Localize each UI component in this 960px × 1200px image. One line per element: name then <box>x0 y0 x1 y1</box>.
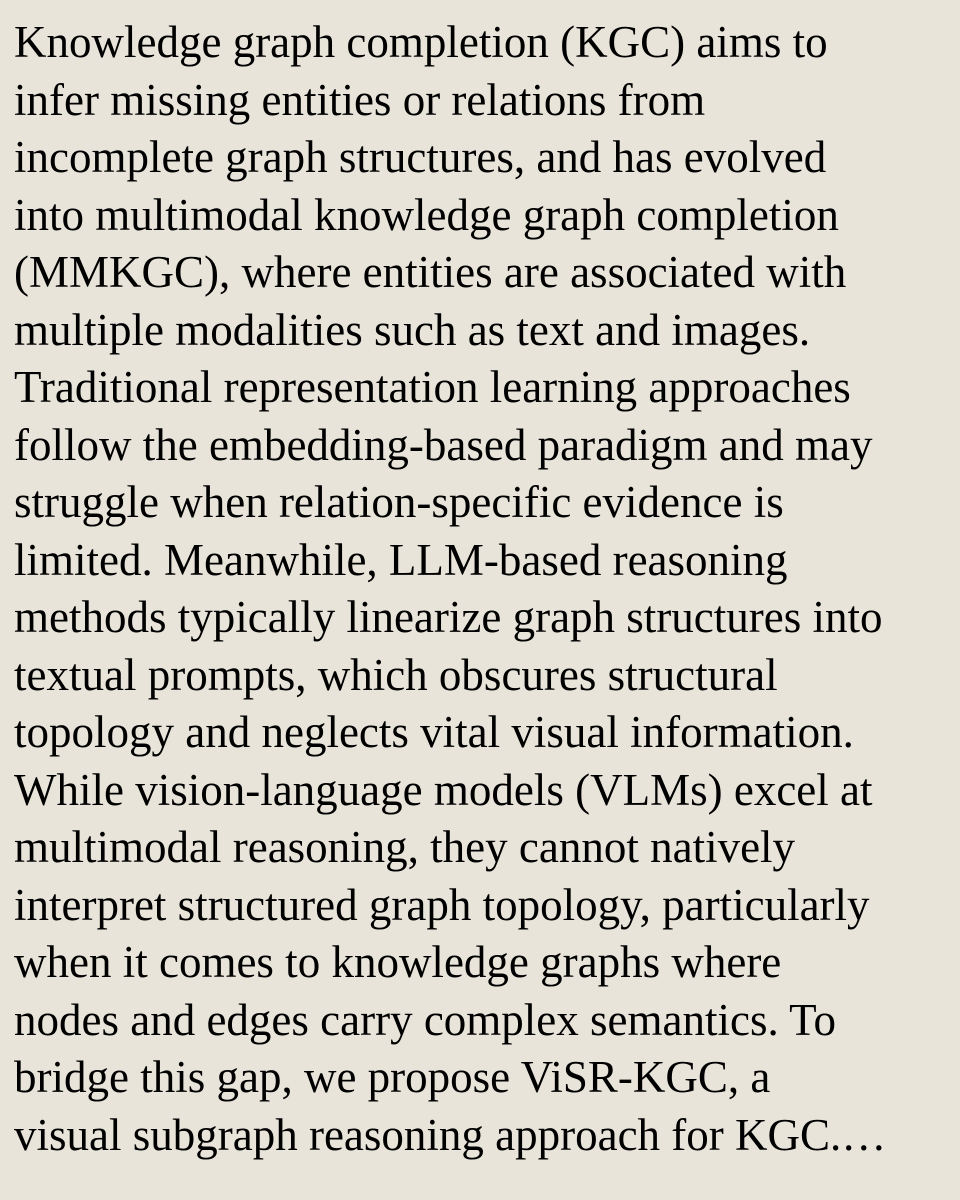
text-line: when it comes to knowledge graphs where <box>14 937 782 987</box>
text-line: Knowledge graph completion (KGC) aims to <box>14 17 828 67</box>
abstract-paragraph <box>14 14 954 1164</box>
text-line: topology and neglects vital visual information. <box>14 707 854 757</box>
text-line: interpret structured graph topology, particularly <box>14 879 870 930</box>
text-line: limited. Meanwhile, LLM-based reasoning <box>14 534 788 585</box>
text-line: textual prompts, which obscures structural <box>14 649 778 700</box>
text-line: infer missing entities or relations from <box>14 74 706 125</box>
text-line: bridge this gap, we propose ViSR-KGC, a <box>14 1052 771 1102</box>
text-line: incomplete graph structures, and has evolved <box>14 132 827 182</box>
text-line: Traditional representation learning approaches <box>14 362 851 412</box>
text-line: into multimodal knowledge graph completion <box>14 189 839 240</box>
text-line: follow the embedding-based paradigm and may <box>14 419 873 470</box>
text-line: visual subgraph reasoning approach for KGC.… <box>14 1109 887 1160</box>
text-line: multimodal reasoning, they cannot natively <box>14 822 796 872</box>
text-line: While vision-language models (VLMs) excel at <box>14 764 873 815</box>
text-line: multiple modalities such as text and images. <box>14 304 811 355</box>
text-line: (MMKGC), where entities are associated with <box>14 247 847 297</box>
text-line: struggle when relation-specific evidence is <box>14 477 784 527</box>
text-line: nodes and edges carry complex semantics. To <box>14 994 837 1045</box>
text-line: methods typically linearize graph structures into <box>14 592 883 642</box>
